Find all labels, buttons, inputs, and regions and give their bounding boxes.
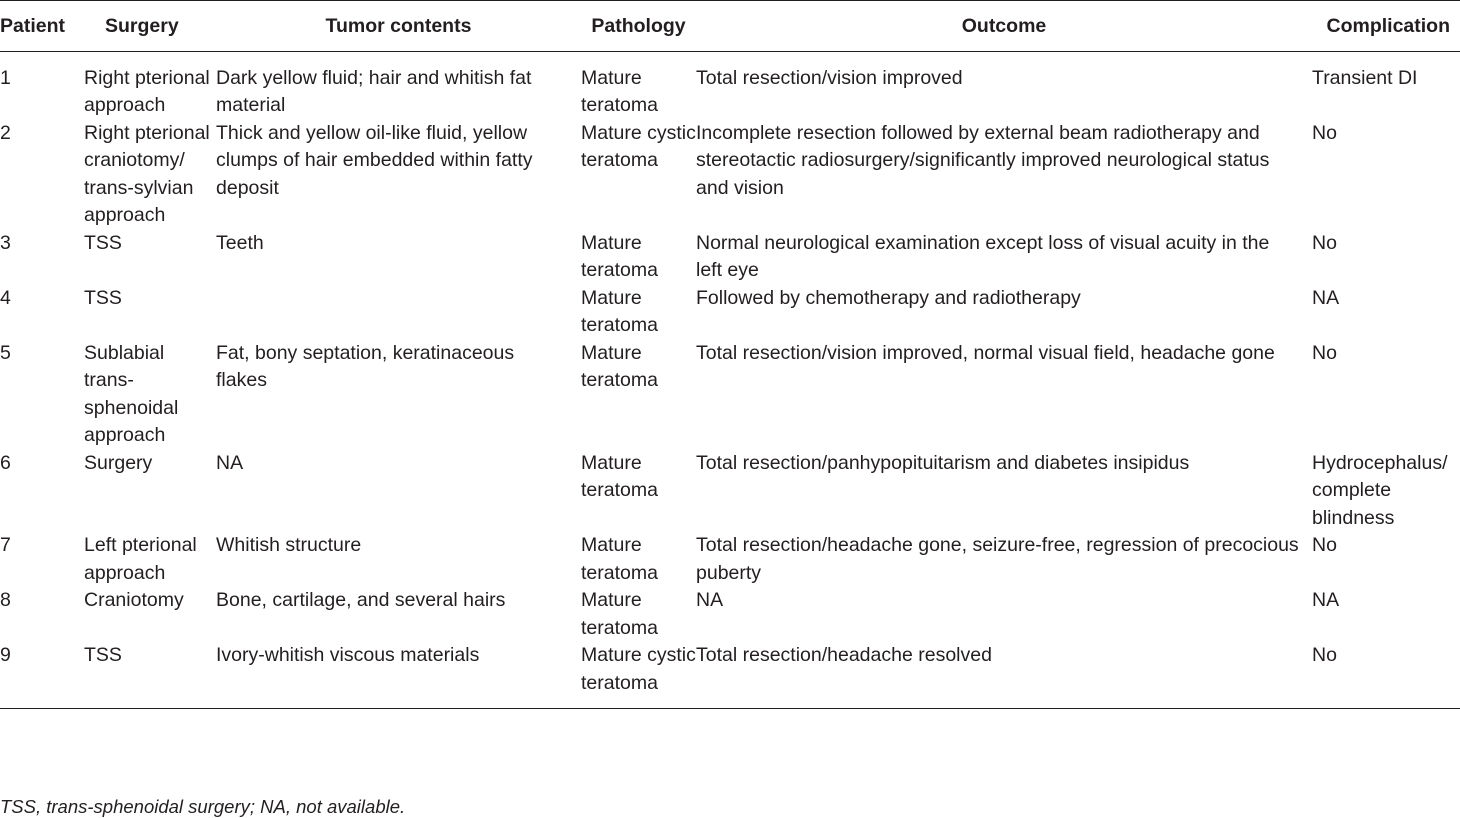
cell-tumor-contents: Thick and yellow oil-like fluid, yellow clumps of hair embedded within fatty deposit [216, 121, 533, 199]
cell-tumor-contents: Whitish structure [216, 534, 362, 556]
cell-complication: No [1312, 534, 1337, 556]
cell-complication: Hydrocephalus/ complete blindness [1312, 451, 1448, 529]
cell-tumor-contents: Dark yellow fluid; hair and whitish fat material [216, 66, 532, 116]
cell-tumor-contents: Bone, cartilage, and several hairs [216, 589, 506, 611]
cell-pathology: Mature teratoma [581, 589, 658, 639]
header-row [0, 1, 1460, 52]
cell-tumor-contents [216, 285, 581, 340]
table-row [0, 230, 1460, 285]
cell-pathology: Mature teratoma [581, 451, 658, 501]
cell-complication: No [1312, 231, 1337, 254]
cell-pathology: Mature teratoma [581, 286, 658, 336]
cell-complication: NA [1312, 589, 1340, 611]
cell-outcome: Total resection/panhypopituitarism and diabetes insipidus [696, 451, 1190, 474]
table-row [0, 285, 1460, 340]
cell-tumor-contents: NA [216, 451, 244, 474]
cell-pathology: Mature teratoma [581, 231, 658, 281]
cell-complication: NA [1312, 286, 1340, 309]
cell-pathology: Mature cystic teratoma [581, 644, 696, 694]
table-row [0, 642, 1460, 709]
cell-complication: No [1312, 341, 1337, 364]
table-row [0, 587, 1460, 642]
cell-patient: 8 [0, 589, 11, 611]
cell-patient: 7 [0, 534, 11, 556]
cell-outcome: Followed by chemotherapy and radiotherapy [696, 286, 1081, 309]
cell-patient: 1 [0, 66, 11, 89]
cell-patient: 5 [0, 341, 11, 364]
cell-tumor-contents: Fat, bony septation, keratinaceous flakes [216, 341, 515, 391]
cell-surgery: TSS [84, 644, 122, 666]
header-complication: Complication [1326, 15, 1450, 37]
cell-tumor-contents: Teeth [216, 231, 264, 254]
cell-surgery: Right pterional approach [84, 66, 210, 116]
table-header [0, 1, 1460, 52]
table-body [0, 51, 1460, 709]
header-pathology: Pathology [591, 15, 686, 37]
table-row [0, 450, 1460, 533]
table-row [0, 51, 1460, 120]
cell-surgery: Surgery [84, 451, 153, 474]
header-patient: Patient [0, 15, 66, 37]
cell-patient: 9 [0, 644, 11, 666]
cell-outcome: Incomplete resection followed by external beam radiotherapy and stereotactic radiosurgery/significantly improved neurological status and vision [696, 121, 1270, 199]
cell-patient: 4 [0, 286, 11, 309]
table-row [0, 340, 1460, 450]
cell-surgery: TSS [84, 286, 122, 309]
cell-outcome: Normal neurological examination except loss of visual acuity in the left eye [696, 231, 1270, 281]
cell-surgery: Left pterional approach [84, 534, 197, 584]
cell-surgery: Craniotomy [84, 589, 184, 611]
cell-pathology: Mature teratoma [581, 66, 658, 116]
cell-patient: 2 [0, 121, 11, 144]
cell-outcome: Total resection/headache gone, seizure-free, regression of precocious puberty [696, 534, 1299, 584]
cell-patient: 6 [0, 451, 11, 474]
cell-surgery: Sublabial trans-sphenoidal approach [84, 341, 179, 446]
header-tumor-contents: Tumor contents [325, 15, 472, 37]
cell-outcome: Total resection/vision improved, normal visual field, headache gone [696, 341, 1275, 364]
cell-pathology: Mature cystic teratoma [581, 121, 696, 171]
header-outcome: Outcome [961, 15, 1047, 37]
table-row [0, 120, 1460, 230]
cell-complication: No [1312, 644, 1337, 666]
cell-surgery: Right pterional craniotomy/ trans-sylvian approach [84, 121, 210, 226]
cell-outcome: NA [696, 589, 724, 611]
cell-complication: No [1312, 121, 1337, 144]
cell-tumor-contents: Ivory-whitish viscous materials [216, 644, 480, 666]
cell-surgery: TSS [84, 231, 122, 254]
cell-pathology: Mature teratoma [581, 534, 658, 584]
cell-outcome: Total resection/headache resolved [696, 644, 992, 666]
table-row [0, 532, 1460, 587]
cell-complication: Transient DI [1312, 66, 1418, 89]
header-surgery: Surgery [105, 15, 179, 37]
cell-pathology: Mature teratoma [581, 341, 658, 391]
cell-patient: 3 [0, 231, 11, 254]
cell-outcome: Total resection/vision improved [696, 66, 963, 89]
table-footnote: TSS, trans-sphenoidal surgery; NA, not available. [0, 796, 406, 817]
